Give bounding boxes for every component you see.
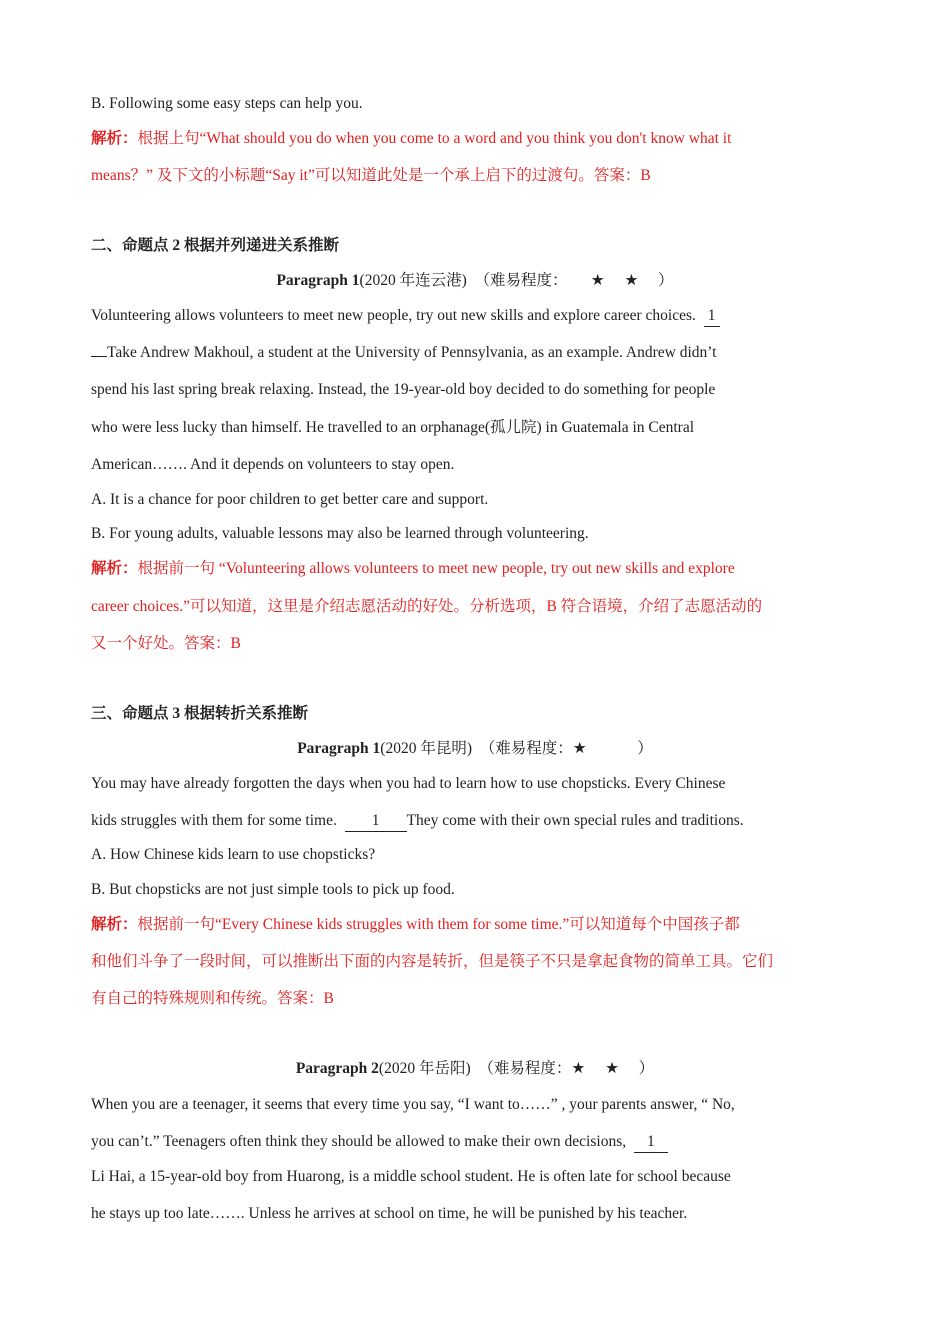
paragraph-title	[0, 739, 950, 759]
section-heading: 三、命题点 3 根据转折关系推断	[91, 705, 309, 722]
passage-line: spend his last spring break relaxing. Instead, the 19-year-old boy decided to do something for people	[91, 381, 716, 398]
difficulty-open: （难易程度：	[474, 272, 568, 289]
analysis-label: 解析：	[91, 560, 138, 577]
analysis-text-2: career choices.”可以知道，这里是介绍志愿活动的好处。分析选项，B 符合语境，介绍了志愿活动的	[91, 598, 763, 615]
option-a: A. How Chinese kids learn to use chopsticks?	[91, 846, 376, 863]
analysis-text-2: means？” 及下文的小标题“Say it”可以知道此处是一个承上启下的过渡句。答案：B	[91, 167, 651, 184]
section-heading: 二、命题点 2 根据并列递进关系推断	[91, 237, 340, 254]
analysis	[91, 559, 871, 579]
analysis-text-1: 根据上句“What should you do when you come to a word and you think you don't know what it	[137, 130, 732, 147]
passage-text: kids struggles with them for some time.	[91, 812, 337, 829]
passage-line	[91, 343, 871, 363]
passage-line	[91, 811, 871, 832]
analysis	[91, 129, 871, 149]
passage-line: You may have already forgotten the days when you had to learn how to use chopsticks. Every Chinese	[91, 775, 726, 792]
answer-blank: 1	[345, 811, 407, 832]
passage-line: Li Hai, a 15-year-old boy from Huarong, is a middle school student. He is often late for school because	[91, 1168, 731, 1185]
analysis-text-3: 又一个好处。答案：B	[91, 635, 241, 652]
passage-line	[91, 306, 871, 327]
answer-blank-tail	[91, 356, 107, 357]
analysis-label: 解析：	[91, 916, 138, 933]
analysis-text-1: 根据前一句“Every Chinese kids struggles with them for some time.”可以知道每个中国孩子都	[137, 916, 740, 933]
passage-text: Take Andrew Makhoul, a student at the University of Pennsylvania, as an example. Andrew didn’t	[107, 344, 717, 361]
difficulty-close: ）	[658, 272, 674, 289]
option-b: B. Following some easy steps can help you.	[91, 95, 363, 112]
paragraph-source: (2020 年岳阳)	[378, 1060, 471, 1077]
option-b: B. For young adults, valuable lessons may also be learned through volunteering.	[91, 525, 589, 542]
difficulty-open: （难易程度：	[478, 1060, 572, 1077]
option-a: A. It is a chance for poor children to get better care and support.	[91, 491, 489, 508]
passage-line: When you are a teenager, it seems that every time you say, “I want to……” , your parents answer, “ No,	[91, 1096, 735, 1113]
paragraph-title-label: Paragraph 2	[295, 1060, 379, 1077]
paragraph-title	[0, 271, 950, 291]
passage-text: Volunteering allows volunteers to meet new people, try out new skills and explore career choices.	[91, 307, 696, 324]
paragraph-title	[0, 1059, 950, 1079]
analysis-text-3: 有自己的特殊规则和传统。答案：B	[91, 990, 334, 1007]
analysis-label: 解析：	[91, 130, 138, 147]
passage-line: American……. And it depends on volunteers to stay open.	[91, 456, 455, 473]
option-b: B. But chopsticks are not just simple tools to pick up food.	[91, 881, 455, 898]
difficulty-close: ）	[637, 740, 653, 757]
passage-text: you can’t.” Teenagers often think they should be allowed to make their own decisions,	[91, 1133, 627, 1150]
analysis-text-2: 和他们斗争了一段时间，可以推断出下面的内容是转折，但是筷子不只是拿起食物的简单工具。它们	[91, 953, 774, 970]
difficulty-close: ）	[638, 1060, 655, 1077]
paragraph-title-label: Paragraph 1	[297, 740, 381, 757]
answer-blank: 1	[634, 1132, 668, 1153]
difficulty-stars: ★	[572, 740, 595, 757]
analysis-text-1: 根据前一句 “Volunteering allows volunteers to meet new people, try out new skills and explore	[137, 560, 735, 577]
answer-blank: 1	[704, 306, 720, 327]
paragraph-source: (2020 年昆明)	[380, 740, 472, 757]
difficulty-open: （难易程度：	[479, 740, 573, 757]
analysis	[91, 915, 871, 935]
paragraph-source: (2020 年连云港)	[359, 272, 467, 289]
passage-text: They come with their own special rules and traditions.	[406, 812, 744, 829]
passage-line	[91, 1132, 871, 1153]
paragraph-title-label: Paragraph 1	[276, 272, 360, 289]
passage-line: he stays up too late……. Unless he arrives at school on time, he will be punished by his teacher.	[91, 1205, 688, 1222]
difficulty-stars: ★ ★	[590, 272, 647, 289]
passage-line: who were less lucky than himself. He travelled to an orphanage(孤儿院) in Guatemala in Central	[91, 419, 695, 436]
difficulty-stars: ★ ★	[571, 1060, 628, 1077]
